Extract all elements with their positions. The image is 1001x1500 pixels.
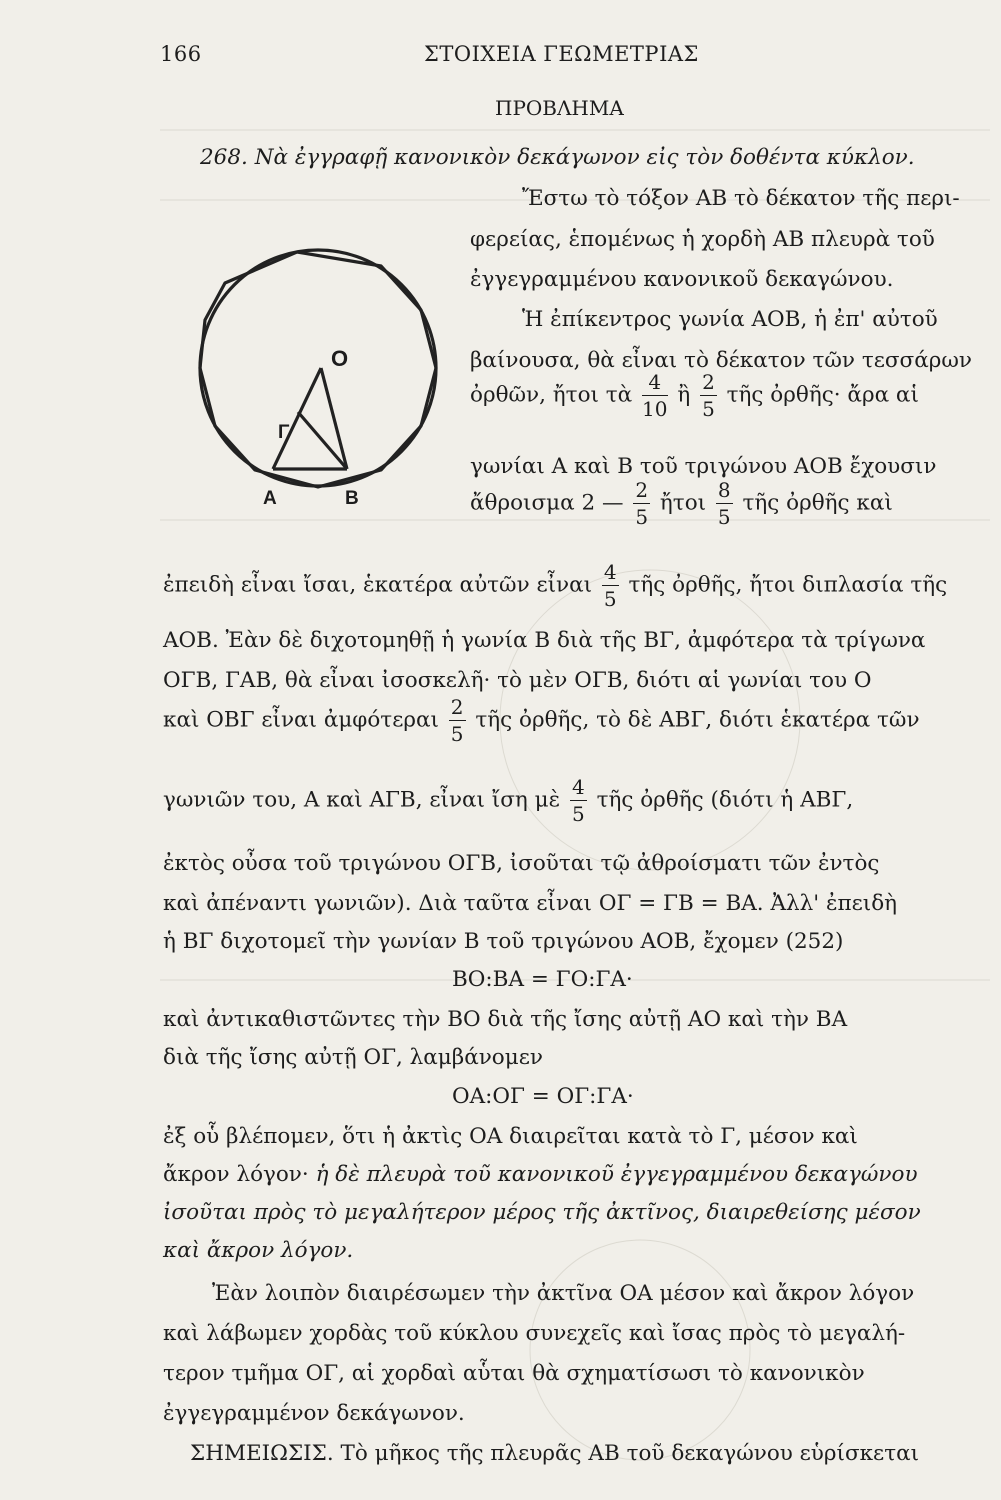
text-line: ἐγγεγραμμένου κανονικοῦ δεκαγώνου. [470,267,894,292]
running-title: ΣΤΟΙΧΕΙΑ ΓΕΩΜΕΤΡΙΑΣ [424,42,699,66]
text-line: καὶ ἀπέναντι γωνιῶν). Διὰ ταῦτα εἶναι ΟΓ = ΓΒ = ΒΑ. Ἀλλ' ἐπειδὴ [163,891,898,916]
text-line: καὶ λάβωμεν χορδὰς τοῦ κύκλου συνεχεῖς καὶ ἴσας πρὸς τὸ μεγαλή- [163,1321,906,1346]
text-line: ἐκτὸς οὖσα τοῦ τριγώνου ΟΓΒ, ἰσοῦται τῷ ἀθροίσματι τῶν ἐντὸς [163,851,880,876]
problem-heading: ΠΡΟΒΛΗΜΑ [495,96,624,120]
text-line-with-fractions: ὀρθῶν, ἤτοι τὰ $\frac{4}{10}$ ἢ $\frac{2}{5}$ τῆς ὀρθῆς· ἄρα αἱ [470,370,919,421]
text-line: βαίνουσα, θὰ εἶναι τὸ δέκατον τῶν τεσσάρων [470,348,972,373]
problem-statement [200,147,915,169]
text-line: καὶ ἀντικαθιστῶντες τὴν ΒΟ διὰ τῆς ἴσης αὐτῇ ΑΟ καὶ τὴν ΒΑ [163,1007,848,1032]
text-line: Ἐὰν λοιπὸν διαιρέσωμεν τὴν ἀκτῖνα ΟΑ μέσον καὶ ἄκρον λόγον [212,1281,915,1306]
text-line: ἐγγεγραμμένον δεκάγωνον. [163,1401,465,1426]
text-line: φερείας, ἑπομένως ἡ χορδὴ ΑΒ πλευρὰ τοῦ [470,227,935,252]
fraction: $\frac{2}{5}$ [450,695,464,746]
text-line: ἰσοῦται πρὸς τὸ μεγαλήτερον μέρος τῆς ἀκτῖνος, διαιρεθείσης μέσον [163,1200,921,1225]
text-line-with-fractions: γωνιῶν του, Α καὶ ΑΓΒ, εἶναι ἴση μὲ $\frac{4}{5}$ τῆς ὀρθῆς (διότι ἡ ΑΒΓ, [163,775,854,826]
text-line: διὰ τῆς ἴσης αὐτῇ ΟΓ, λαμβάνομεν [163,1045,543,1070]
text-line: τερον τμῆμα ΟΓ, αἱ χορδαὶ αὗται θὰ σχηματίσωσι τὸ κανονικὸν [163,1361,865,1386]
fraction: $\frac{2}{5}$ [635,478,649,529]
problem-text: Νὰ ἐγγραφῇ κανονικὸν δεκάγωνον εἰς τὸν δοθέντα κύκλον. [254,145,915,170]
text-line-with-fractions: καὶ ΟΒΓ εἶναι ἀμφότεραι $\frac{2}{5}$ τῆς ὀρθῆς, τὸ δὲ ΑΒΓ, διότι ἑκατέρα τῶν [163,695,920,746]
text-line: ΟΓΒ, ΓΑΒ, θὰ εἶναι ἰσοσκελῆ· τὸ μὲν ΟΓΒ, διότι αἱ γωνίαι του Ο [163,668,872,693]
problem-number: 268. [200,145,248,170]
label-O: O [331,346,349,371]
text-line: Ἔστω τὸ τόξον ΑΒ τὸ δέκατον τῆς περι- [522,186,960,211]
equation: ΒΟ:ΒΑ = ΓΟ:ΓΑ· [452,967,633,992]
equation: ΟΑ:ΟΓ = ΟΓ:ΓΑ· [452,1084,634,1109]
fraction: $\frac{8}{5}$ [717,478,731,529]
text-line: ἡ ΒΓ διχοτομεῖ τὴν γωνίαν Β τοῦ τριγώνου ΑΟΒ, ἔχομεν (252) [163,929,844,954]
decagon-figure [185,240,470,520]
page-number: 166 [160,42,202,66]
text-line-with-fractions: ἄθροισμα 2 — $\frac{2}{5}$ ἤτοι $\frac{8}{5}$ τῆς ὀρθῆς καὶ [470,478,893,529]
label-Gamma: Γ [278,422,290,443]
text-line: καὶ ἄκρον λόγον. [163,1238,354,1263]
label-A: A [263,488,277,509]
fraction: $\frac{2}{5}$ [702,370,715,421]
text-line-with-fractions: ἐπειδὴ εἶναι ἴσαι, ἑκατέρα αὐτῶν εἶναι $\frac{4}{5}$ τῆς ὀρθῆς, ἤτοι διπλασία τῆς [163,560,948,611]
label-B: B [345,488,359,509]
text-line: γωνίαι Α καὶ Β τοῦ τριγώνου ΑΟΒ ἔχουσιν [470,454,937,479]
fraction: $\frac{4}{5}$ [572,775,585,826]
radius-OA [273,368,321,469]
text-line: ΑΟΒ. Ἐὰν δὲ διχοτομηθῇ ἡ γωνία Β διὰ τῆς ΒΓ, ἀμφότερα τὰ τρίγωνα [163,628,926,653]
note-line: ΣΗΜΕΙΩΣΙΣ. Τὸ μῆκος τῆς πλευρᾶς ΑΒ τοῦ δεκαγώνου εὑρίσκεται [190,1441,920,1466]
text-line: ἄκρον λόγον· ἡ δὲ πλευρὰ τοῦ κανονικοῦ ἐγγεγραμμένου δεκαγώνου [163,1162,918,1187]
text-line: ἐξ οὗ βλέπομεν, ὅτι ἡ ἀκτὶς ΟΑ διαιρεῖται κατὰ τὸ Γ, μέσον καὶ [163,1124,858,1149]
text-line: Ἡ ἐπίκεντρος γωνία ΑΟΒ, ἡ ἐπ' αὐτοῦ [522,307,938,332]
fraction: $\frac{4}{5}$ [603,560,617,611]
fraction: $\frac{4}{10}$ [642,370,668,421]
